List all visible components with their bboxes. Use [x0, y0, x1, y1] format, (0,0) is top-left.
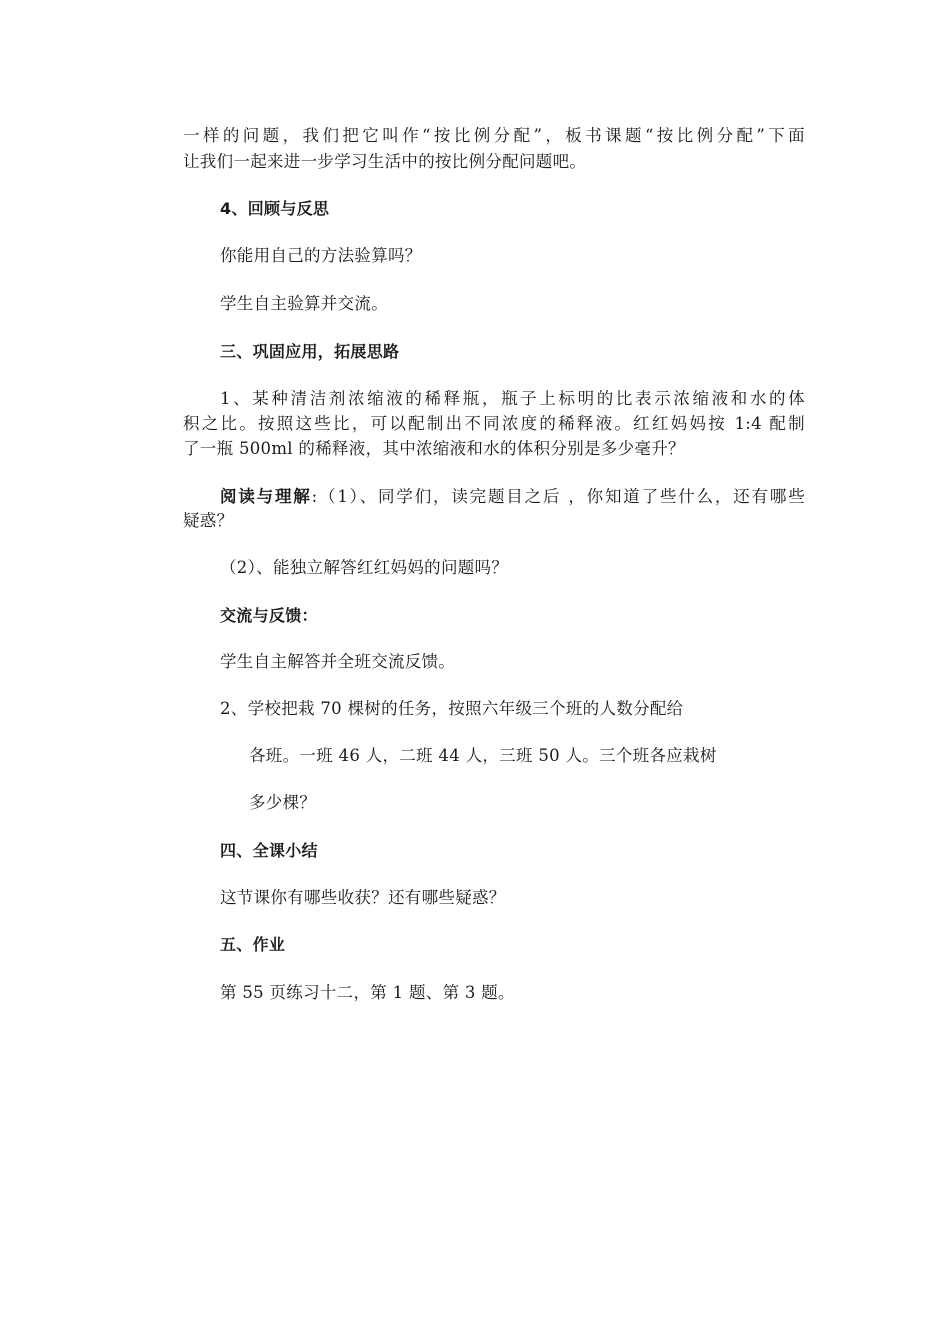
homework-text: 第 55 页练习十二，第 1 题、第 3 题。: [220, 983, 515, 1002]
reading-question-2: （2）、能独立解答红红妈妈的问题吗？: [220, 558, 509, 577]
section-heading-review: 4、回顾与反思: [220, 199, 330, 218]
section-heading-homework: 五、作业: [220, 935, 286, 954]
section-heading-consolidate: 三、巩固应用，拓展思路: [220, 342, 400, 361]
summary-text: 这节课你有哪些收获？还有哪些疑惑？: [220, 888, 506, 907]
section-heading-exchange: 交流与反馈：: [220, 606, 318, 625]
reading-label: 阅读与理解: [220, 487, 312, 506]
reading-text: :（1）、同学们，读完题目之后 ，你知道了些什么，还有哪些: [311, 487, 805, 506]
reading-line-1: [220, 486, 805, 508]
problem1-line-2: 积之比。按照这些比，可以配制出不同浓度的稀释液。红红妈妈按 1:4 配制: [183, 414, 805, 433]
exchange-text: 学生自主解答并全班交流反馈。: [220, 652, 456, 671]
problem2-line-3: 多少棵？: [249, 793, 317, 812]
intro-line-2: 让我们一起来进一步学习生活中的按比例分配问题吧。: [183, 152, 587, 171]
reading-line-2: 疑惑？: [183, 511, 234, 530]
problem2-line-1: 2、学校把栽 70 棵树的任务，按照六年级三个班的人数分配给: [220, 699, 684, 718]
problem1-line-1: 1、某种清洁剂浓缩液的稀释瓶，瓶子上标明的比表示浓缩液和水的体: [220, 389, 805, 408]
problem2-line-2: 各班。一班 46 人，二班 44 人，三班 50 人。三个班各应栽树: [249, 746, 717, 765]
problem1-line-3: 了一瓶 500ml 的稀释液，其中浓缩液和水的体积分别是多少毫升？: [183, 439, 685, 458]
verify-question: 你能用自己的方法验算吗？: [220, 246, 422, 265]
intro-line-1: 一样的问题，我们把它叫作“按比例分配”，板书课题“按比例分配”下面: [183, 126, 805, 145]
verify-activity: 学生自主验算并交流。: [220, 294, 388, 313]
section-heading-summary: 四、全课小结: [220, 841, 318, 860]
